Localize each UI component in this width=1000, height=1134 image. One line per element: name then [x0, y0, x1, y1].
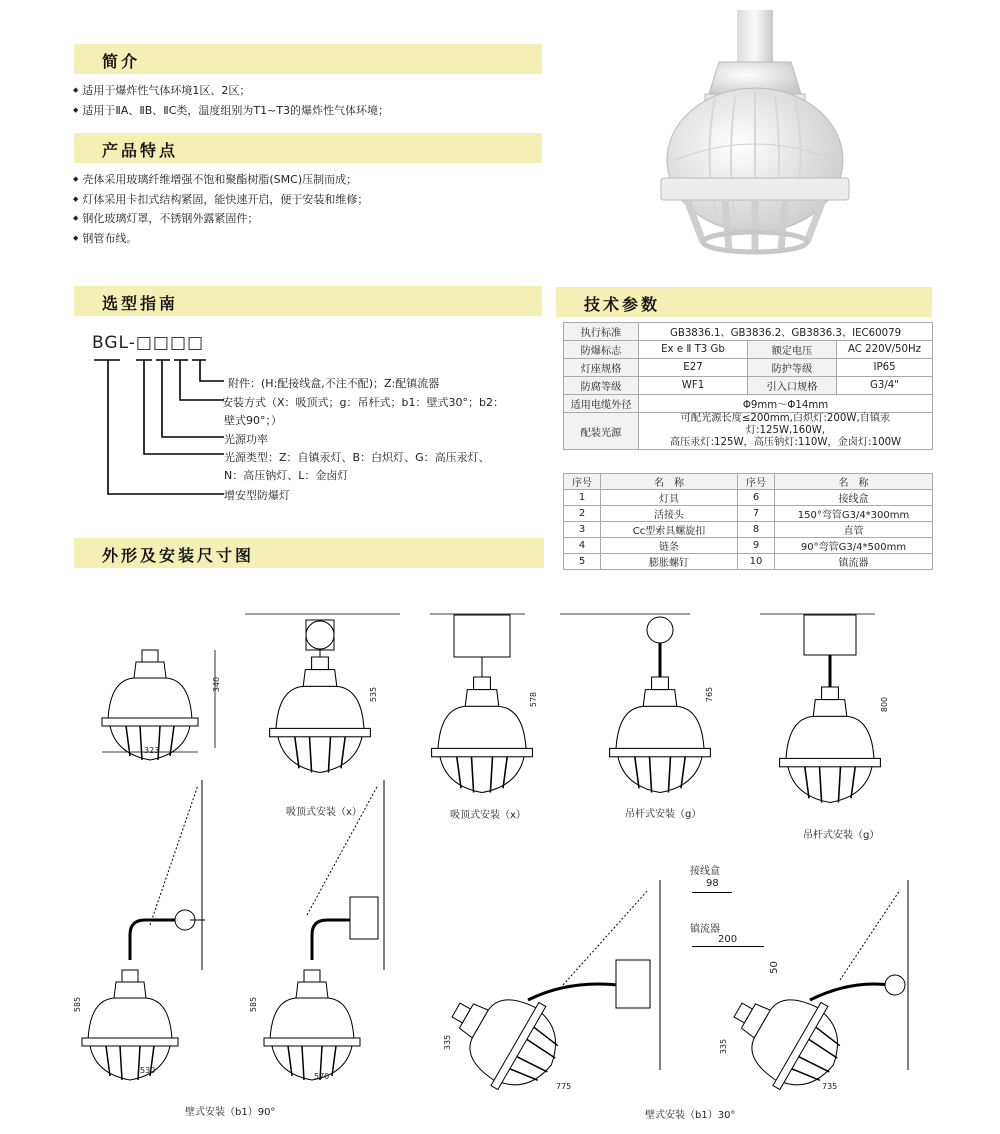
- dim-label: 800: [880, 696, 890, 713]
- table-row: [564, 377, 933, 395]
- table-cell: 1: [564, 490, 601, 506]
- col-header: 序号: [738, 474, 775, 490]
- table-cell: 膨胀螺钉: [601, 554, 738, 570]
- tech-value: [639, 413, 933, 450]
- junction-box-dim: 98: [706, 878, 719, 889]
- drawing-caption: 吊杆式安装（g）: [625, 809, 702, 820]
- table-cell: 直管: [775, 522, 933, 538]
- intro-list: [84, 82, 389, 121]
- model-line: N：高压钠灯、L：金卤灯: [224, 469, 349, 482]
- tech-value-line: 高压汞灯:125W，高压钠灯:110W，金卤灯:100W: [669, 437, 902, 448]
- drawing-caption: 壁式安装（b1）90°: [185, 1107, 276, 1118]
- tech-label: 执行标准: [564, 323, 639, 341]
- tech-value: IP65: [837, 359, 933, 377]
- dim-label: 530: [140, 1066, 156, 1075]
- model-bracket-lines: [90, 352, 230, 502]
- table-row: [564, 413, 933, 450]
- tech-table: [563, 322, 933, 450]
- drawing-caption: 吸顶式安装（x）: [286, 807, 362, 818]
- table-cell: 4: [564, 538, 601, 554]
- dim-label: 323: [144, 746, 160, 755]
- drawing-caption: 吊杆式安装（g）: [803, 830, 880, 841]
- ballast-dim-w: 200: [718, 934, 738, 945]
- col-header: 名 称: [601, 474, 738, 490]
- drawing-pendant-1: [610, 617, 711, 793]
- features-list: [84, 171, 368, 249]
- tech-value: Φ9mm～Φ14mm: [639, 395, 933, 413]
- junction-box-label: 接线盒: [690, 866, 720, 877]
- selection-header: [74, 286, 542, 316]
- table-row: [564, 554, 933, 570]
- drawing-wall90-1: [82, 780, 205, 1080]
- dim-label: 340: [212, 676, 222, 693]
- feature-item: ◆ 壳体采用玻璃纤维增强不饱和聚酯树脂(SMC)压制而成；: [84, 171, 368, 191]
- drawing-ceiling-2: [270, 620, 371, 773]
- feature-item: ◆ 钢管布线。: [84, 230, 368, 250]
- dim-label: 765: [705, 686, 715, 703]
- ballast-label: 镇流器: [690, 924, 720, 935]
- features-title: 产品特点: [102, 141, 179, 160]
- tech-header: [556, 287, 932, 317]
- table-cell: 接线盒: [775, 490, 933, 506]
- drawings-canvas: [0, 590, 1000, 1134]
- tech-label: 灯座规格: [564, 359, 639, 377]
- tech-label: 防腐等级: [564, 377, 639, 395]
- dim-label: 735: [822, 1082, 838, 1091]
- model-line: 安装方式（X：吸顶式；g：吊杆式；b1：壁式30°；b2：: [222, 396, 504, 409]
- tech-value: E27: [639, 359, 748, 377]
- feature-item: ◆ 灯体采用卡扣式结构紧固，能快速开启，便于安装和维修；: [84, 191, 368, 211]
- intro-item: ◆ 适用于ⅡA、ⅡB、ⅡC类，温度组别为T1~T3的爆炸性气体环境；: [84, 102, 389, 122]
- table-cell: 3: [564, 522, 601, 538]
- junction-box-dim-line: [692, 892, 732, 893]
- tech-label: 额定电压: [748, 341, 837, 359]
- ballast-dim-h: 50: [768, 961, 780, 974]
- dim-label: 578: [529, 691, 539, 708]
- tech-value: GB3836.1、GB3836.2、GB3836.3、IEC60079: [639, 323, 933, 341]
- tech-value: WF1: [639, 377, 748, 395]
- dim-label: 585: [249, 996, 259, 1013]
- parts-table: [563, 473, 933, 570]
- dim-label: 570: [314, 1072, 330, 1081]
- intro-item: ◆ 适用于爆炸性气体环境1区、2区；: [84, 82, 389, 102]
- drawing-wall30-2: [714, 880, 908, 1107]
- tech-value: Ex e Ⅱ T3 Gb: [639, 341, 748, 359]
- dim-label: 535: [369, 686, 379, 703]
- intro-header: [74, 44, 542, 74]
- model-line: 壁式90°；）: [224, 414, 282, 427]
- feature-item: ◆ 钢化玻璃灯罩，不锈钢外露紧固件；: [84, 210, 368, 230]
- dim-label: 335: [719, 1038, 729, 1055]
- model-line: 光源功率: [224, 433, 268, 446]
- table-cell: 150°弯管G3/4*300mm: [775, 506, 933, 522]
- table-header-row: [564, 474, 933, 490]
- table-row: [564, 395, 933, 413]
- drawing-ceiling-3: [432, 615, 533, 793]
- table-row: [564, 538, 933, 554]
- model-line: 光源类型：Z：自镇汞灯、B：白炽灯、G：高压汞灯、: [224, 451, 490, 464]
- col-header: 序号: [564, 474, 601, 490]
- table-cell: 7: [738, 506, 775, 522]
- col-header: 名 称: [775, 474, 933, 490]
- table-cell: 90°弯管G3/4*500mm: [775, 538, 933, 554]
- drawings-header: [74, 538, 544, 568]
- tech-label: 防护等级: [748, 359, 837, 377]
- tech-label: 适用电缆外径: [564, 395, 639, 413]
- tech-label: 配装光源: [564, 413, 639, 450]
- tech-title: 技术参数: [584, 295, 661, 314]
- table-cell: 2: [564, 506, 601, 522]
- selection-title: 选型指南: [102, 294, 179, 313]
- table-row: [564, 506, 933, 522]
- tech-value: G3/4": [837, 377, 933, 395]
- model-line: 增安型防爆灯: [224, 489, 290, 502]
- table-cell: 10: [738, 554, 775, 570]
- drawing-wall90-2: [264, 780, 384, 1080]
- table-cell: 5: [564, 554, 601, 570]
- drawing-wall30-1: [432, 880, 660, 1107]
- dim-label: 775: [556, 1082, 572, 1091]
- drawing-caption: 吸顶式安装（x）: [450, 810, 526, 821]
- model-line: 附件：(H:配接线盒,不注不配)；Z:配镇流器: [228, 377, 440, 390]
- table-cell: 镇流器: [775, 554, 933, 570]
- ballast-dim-line: [692, 946, 764, 947]
- dim-label: 335: [443, 1034, 453, 1051]
- features-header: [74, 133, 542, 163]
- table-cell: 活接头: [601, 506, 738, 522]
- table-cell: 8: [738, 522, 775, 538]
- drawings-title: 外形及安装尺寸图: [102, 546, 255, 565]
- drawing-ceiling-1: [102, 650, 198, 760]
- table-cell: 6: [738, 490, 775, 506]
- table-row: [564, 323, 933, 341]
- tech-label: 引入口规格: [748, 377, 837, 395]
- model-code: BGL-□□□□: [92, 333, 205, 353]
- tech-value: AC 220V/50Hz: [837, 341, 933, 359]
- table-row: [564, 359, 933, 377]
- table-row: [564, 490, 933, 506]
- table-cell: 灯具: [601, 490, 738, 506]
- dim-label: 585: [73, 996, 83, 1013]
- table-row: [564, 522, 933, 538]
- tech-value-line: 可配光源长度≤200mm,白炽灯:200W,自镇汞灯:125W,160W,: [680, 413, 891, 436]
- intro-title: 简介: [102, 52, 141, 71]
- table-row: [564, 341, 933, 359]
- table-cell: Cc型索具螺旋扣: [601, 522, 738, 538]
- drawing-caption: 壁式安装（b1）30°: [645, 1110, 736, 1121]
- product-photo: [655, 10, 855, 260]
- table-cell: 9: [738, 538, 775, 554]
- table-cell: 链条: [601, 538, 738, 554]
- tech-label: 防爆标志: [564, 341, 639, 359]
- drawing-pendant-2: [780, 615, 881, 803]
